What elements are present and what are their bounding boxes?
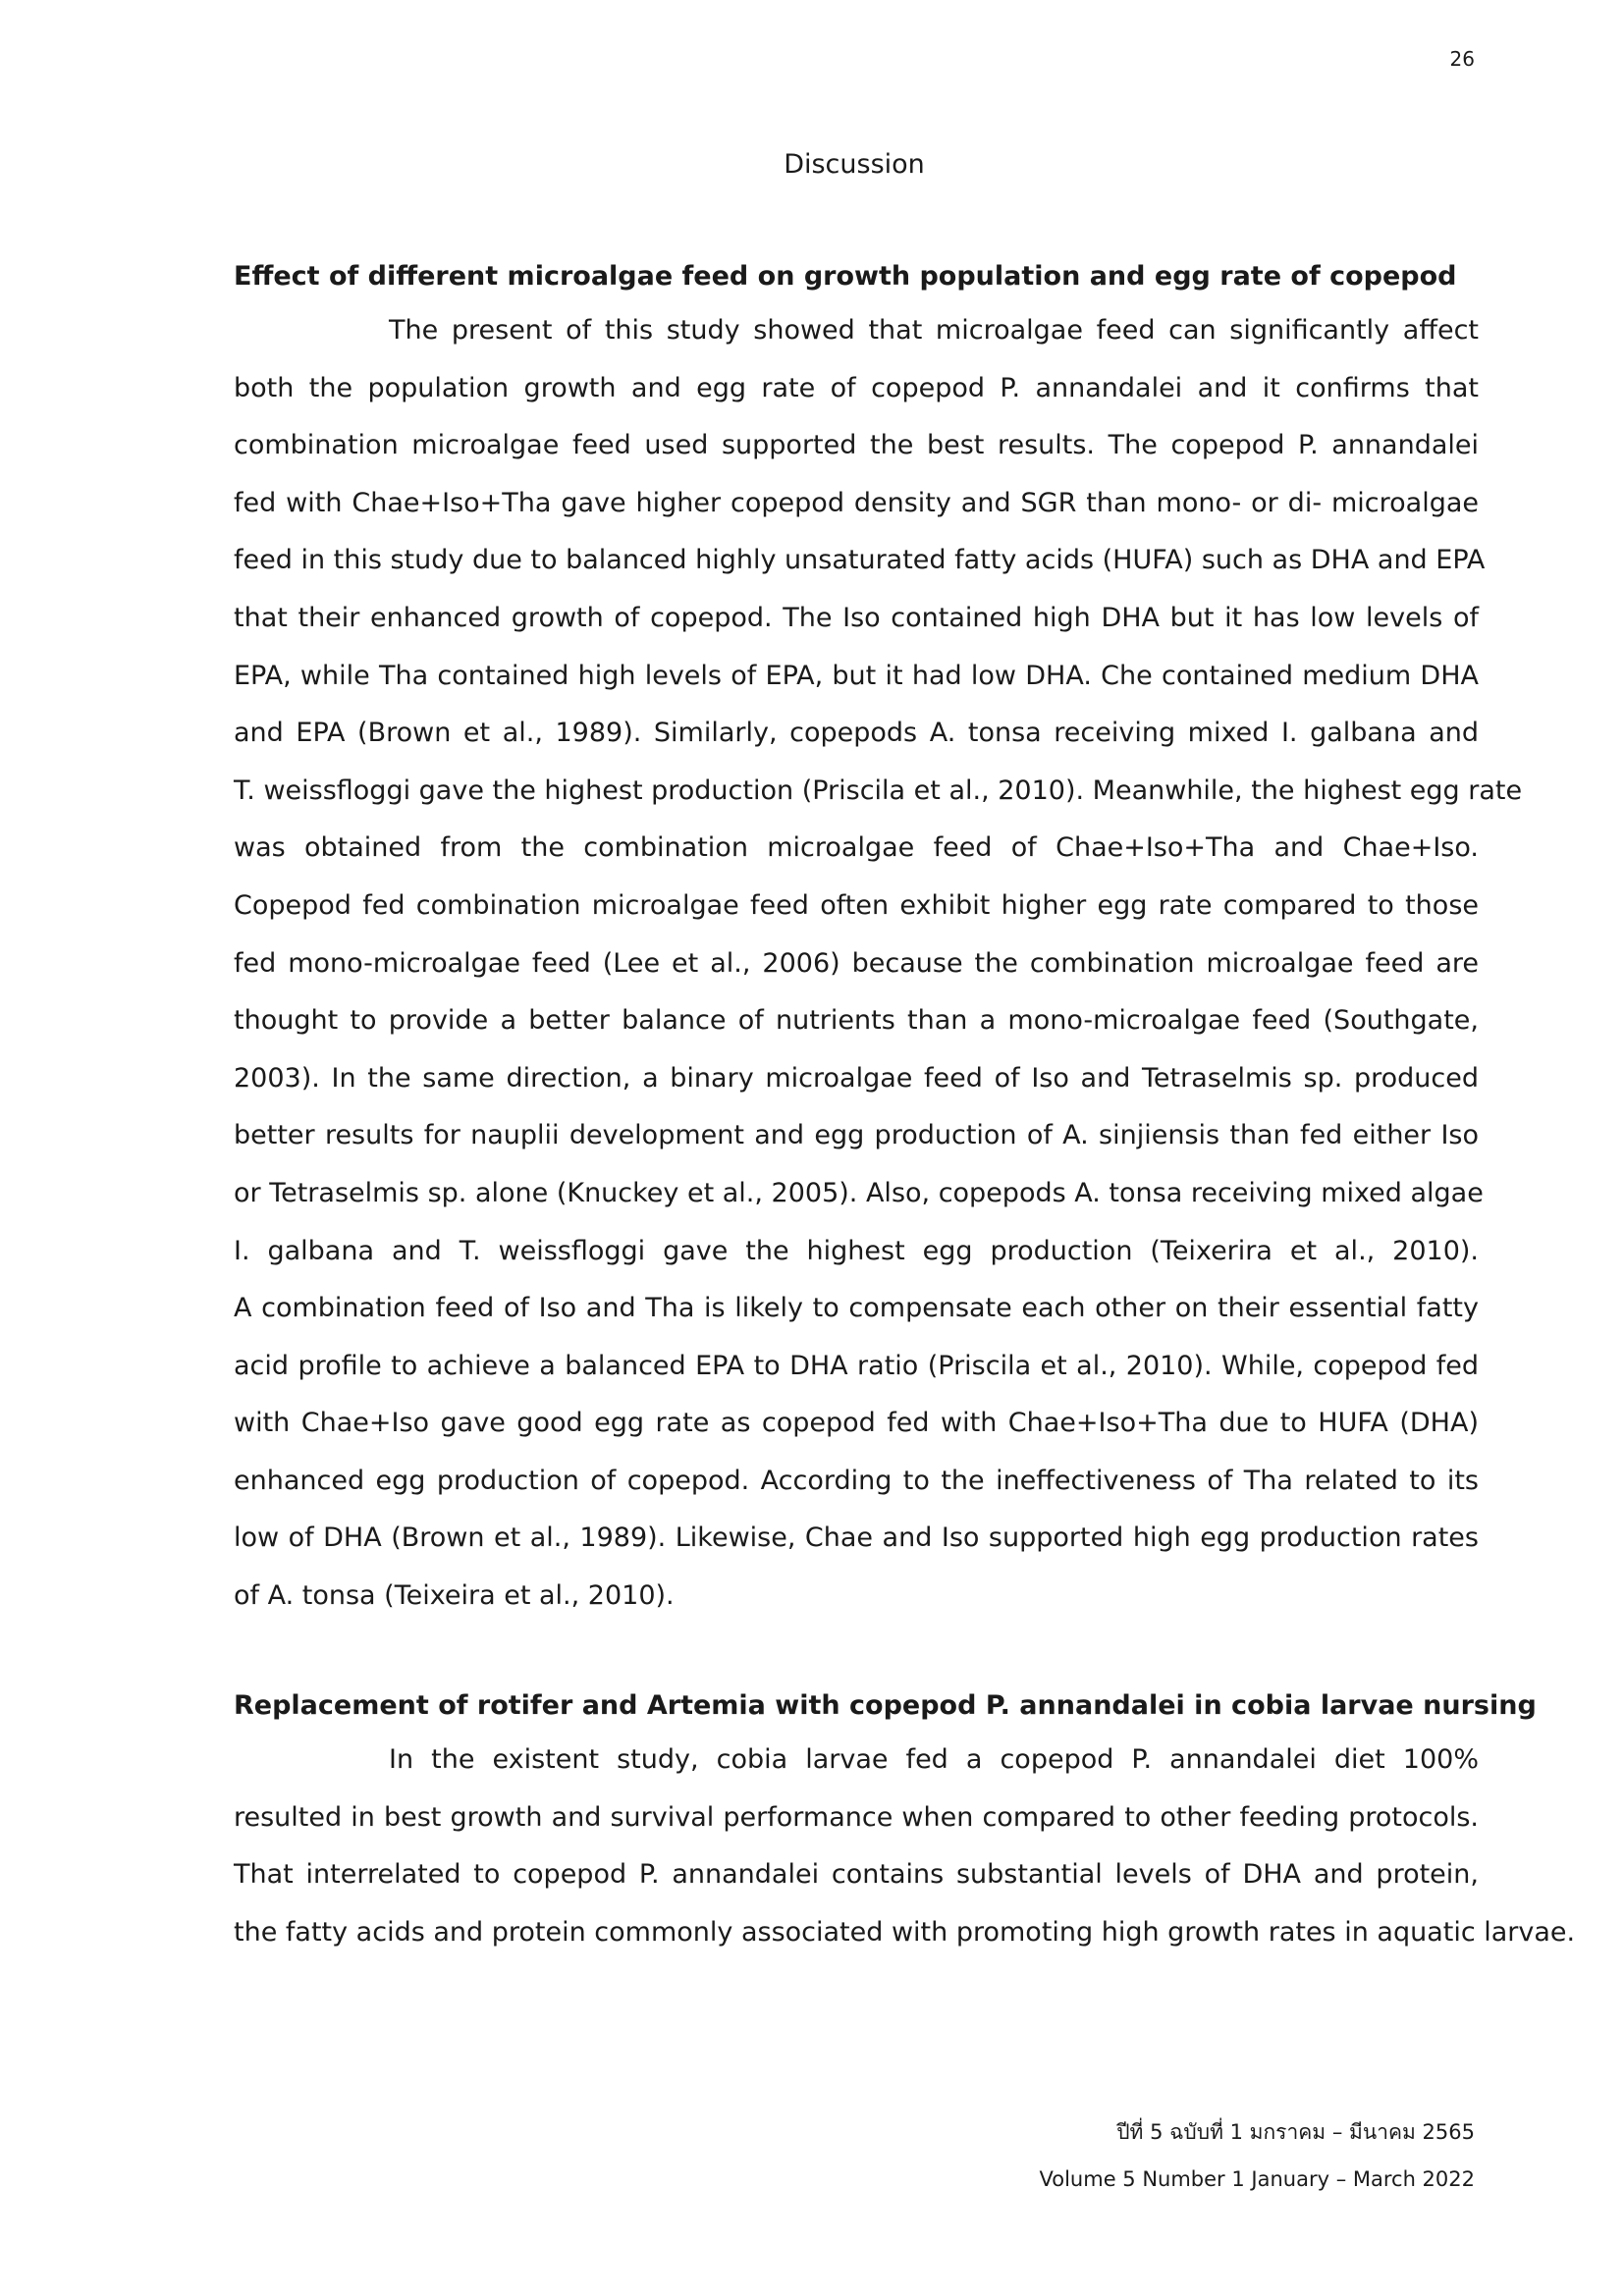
paragraph-line: or Tetraselmis sp. alone (Knuckey et al., 2005). Also, copepods A. tonsa receiving mixed algae bbox=[234, 1177, 1484, 1208]
paragraph-line: enhanced egg production of copepod. According to the ineffectiveness of Tha related to its bbox=[234, 1465, 1479, 1496]
paragraph-line: In the existent study, cobia larvae fed a copepod P. annandalei diet 100% bbox=[389, 1744, 1479, 1775]
paragraph-line: 2003). In the same direction, a binary microalgae feed of Iso and Tetraselmis sp. produced bbox=[234, 1062, 1479, 1094]
paragraph-line: was obtained from the combination microalgae feed of Chae+Iso+Tha and Chae+Iso. bbox=[234, 832, 1479, 864]
paragraph-line: combination microalgae feed used supported the best results. The copepod P. annandalei bbox=[234, 430, 1479, 461]
paragraph bbox=[234, 302, 1523, 1626]
paragraph-line: both the population growth and egg rate of copepod P. annandalei and it confirms that bbox=[234, 372, 1479, 403]
section-growth-egg-rate bbox=[234, 257, 1523, 1626]
section-heading: Replacement of rotifer and Artemia with copepod P. annandalei in cobia larvae nursing bbox=[234, 1690, 1537, 1721]
paragraph-line: better results for nauplii development and egg production of A. sinjiensis than fed either Iso bbox=[234, 1120, 1479, 1151]
paragraph-line: with Chae+Iso gave good egg rate as copepod fed with Chae+Iso+Tha due to HUFA (DHA) bbox=[234, 1408, 1479, 1439]
footer-english: Volume 5 Number 1 January – March 2022 bbox=[1039, 2167, 1475, 2191]
paragraph-line: feed in this study due to balanced highly unsaturated fatty acids (HUFA) such as DHA and EPA bbox=[234, 545, 1486, 576]
paragraph-line: of A. tonsa (Teixeira et al., 2010). bbox=[234, 1580, 675, 1612]
paragraph-line: fed mono-microalgae feed (Lee et al., 2006) because the combination microalgae feed are bbox=[234, 947, 1479, 979]
paragraph-line: The present of this study showed that microalgae feed can significantly affect bbox=[389, 315, 1479, 346]
paragraph-line: thought to provide a better balance of nutrients than a mono-microalgae feed (Southgate, bbox=[234, 1005, 1479, 1037]
paragraph-line: That interrelated to copepod P. annandalei contains substantial levels of DHA and protein, bbox=[234, 1859, 1479, 1891]
paragraph-line: resulted in best growth and survival performance when compared to other feeding protocols. bbox=[234, 1801, 1479, 1833]
paragraph-line: I. galbana and T. weissfloggi gave the highest egg production (Teixerira et al., 2010). bbox=[234, 1235, 1479, 1266]
section-replacement bbox=[234, 1686, 1576, 1961]
paragraph-line: EPA, while Tha contained high levels of EPA, but it had low DHA. Che contained medium DHA bbox=[234, 660, 1479, 691]
paragraph-line: fed with Chae+Iso+Tha gave higher copepod density and SGR than mono- or di- microalgae bbox=[234, 487, 1479, 518]
paragraph-line: acid profile to achieve a balanced EPA to DHA ratio (Priscila et al., 2010). While, copepod fed bbox=[234, 1350, 1479, 1381]
paragraph-line: Copepod fed combination microalgae feed often exhibit higher egg rate compared to those bbox=[234, 889, 1479, 921]
paragraph-line: the fatty acids and protein commonly associated with promoting high growth rates in aquatic larvae. bbox=[234, 1916, 1576, 1948]
paragraph-line: T. weissfloggi gave the highest production (Priscila et al., 2010). Meanwhile, the highest egg rate bbox=[234, 774, 1523, 806]
paragraph-line: and EPA (Brown et al., 1989). Similarly, copepods A. tonsa receiving mixed I. galbana and bbox=[234, 718, 1479, 749]
paragraph-line: that their enhanced growth of copepod. The Iso contained high DHA but it has low levels of bbox=[234, 602, 1479, 633]
page-number: 26 bbox=[1449, 47, 1475, 71]
footer-thai: ปีที่ 5 ฉบับที่ 1 มกราคม – มีนาคม 2565 bbox=[1116, 2120, 1475, 2144]
paragraph-line: low of DHA (Brown et al., 1989). Likewise, Chae and Iso supported high egg production rates bbox=[234, 1522, 1479, 1554]
section-heading: Effect of different microalgae feed on growth population and egg rate of copepod bbox=[234, 261, 1457, 292]
section-title: Discussion bbox=[784, 149, 925, 180]
paragraph-line: A combination feed of Iso and Tha is likely to compensate each other on their essential fatty bbox=[234, 1293, 1479, 1324]
paragraph bbox=[234, 1732, 1576, 1961]
